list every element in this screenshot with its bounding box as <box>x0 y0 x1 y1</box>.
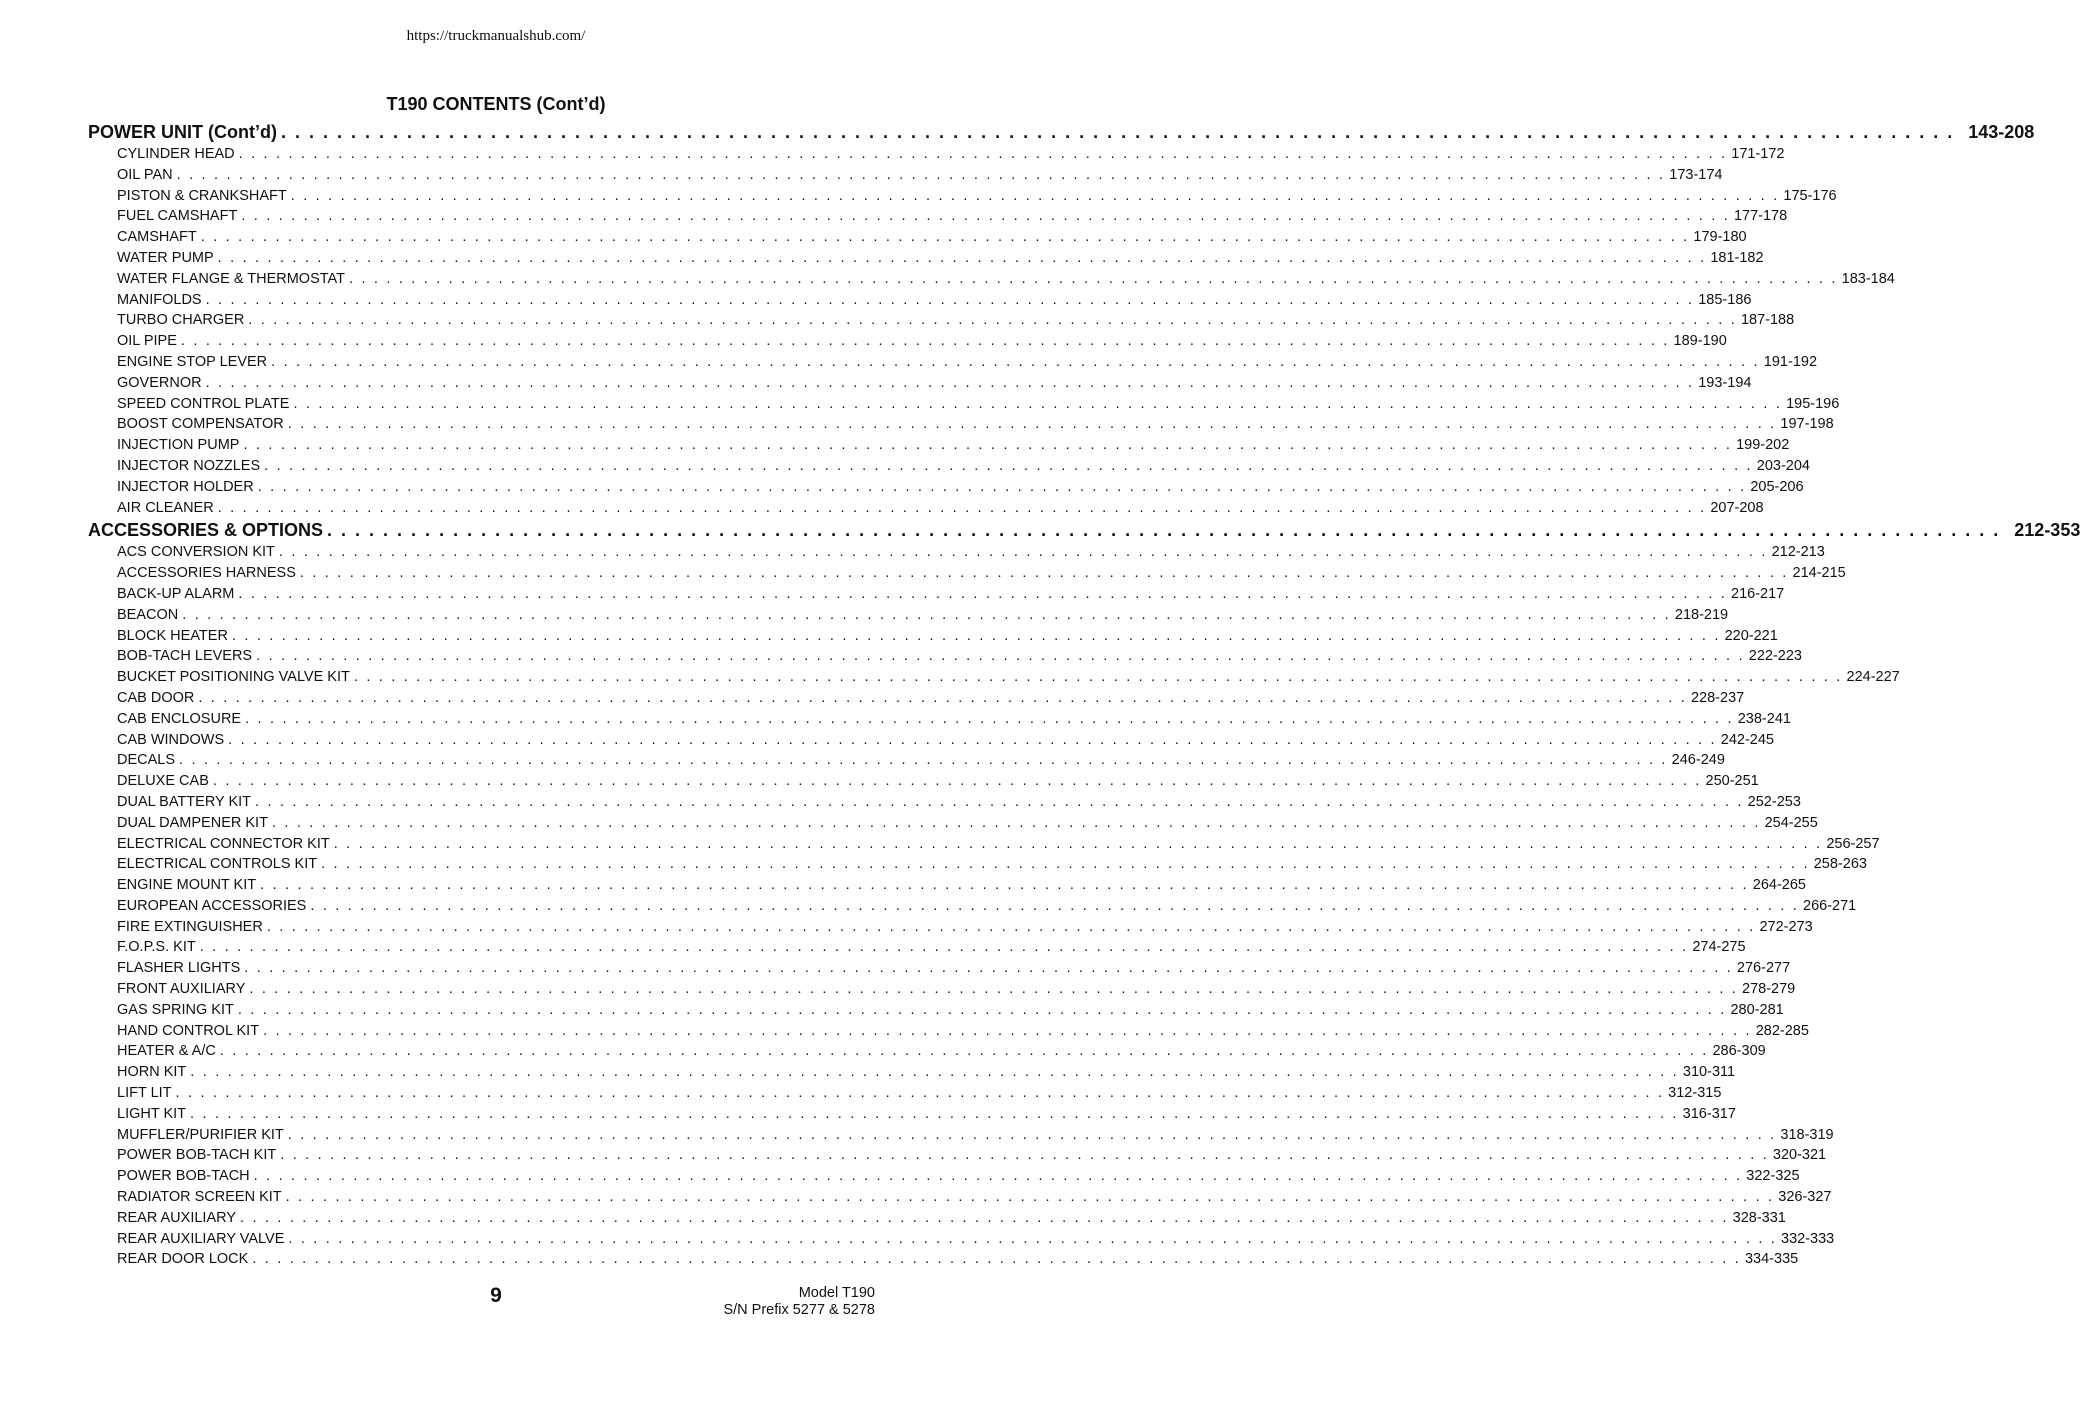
entry-pages: 266-271 <box>1803 897 1857 914</box>
toc-entry <box>88 918 1813 940</box>
entry-pages: 187-188 <box>1740 312 1795 329</box>
entry-label: RADIATOR SCREEN KIT <box>117 1189 282 1206</box>
toc-entry <box>88 835 1880 857</box>
toc-entry <box>88 229 1747 250</box>
entry-label: MUFFLER/PURIFIER KIT <box>117 1126 284 1143</box>
entry-pages: 179-180 <box>1693 229 1747 246</box>
toc-entry <box>88 291 1752 313</box>
toc-entry <box>88 416 1834 437</box>
entry-pages: 322-325 <box>1746 1168 1800 1185</box>
dot-leader: . . . . . . . . . . . . . . . . . . . . . . . . . . . . . . . . . . . . . . . . . . . . . . . . . . . . . . . . . . . . . . . . . . . . . . . . . . . . . . . . . . . . . . . . . . . . . . . . . . . . . . . . . . . . . . . . . . . . . . . . <box>271 353 1760 370</box>
entry-pages: 171-172 <box>1731 146 1785 162</box>
entry-pages: 224-227 <box>1846 669 1900 686</box>
entry-label: HAND CONTROL KIT <box>117 1022 260 1039</box>
entry-pages: 173-174 <box>1669 166 1723 183</box>
entry-pages: 212-213 <box>1771 544 1825 561</box>
toc-entry <box>88 1168 1800 1189</box>
dot-leader: . . . . . . . . . . . . . . . . . . . . . . . . . . . . . . . . . . . . . . . . . . . . . . . . . . . . . . . . . . . . . . . . . . . . . . . . . . . . . . . . . . . . . . . . . . . . . . . . . . . . . . . . . . . . . . . . . . . . . . . . <box>280 122 1955 142</box>
entry-pages: 286-309 <box>1712 1043 1766 1060</box>
dot-leader: . . . . . . . . . . . . . . . . . . . . . . . . . . . . . . . . . . . . . . . . . . . . . . . . . . . . . . . . . . . . . . . . . . . . . . . . . . . . . . . . . . . . . . . . . . . . . . . . . . . . . . . . . . . . . . . . . . . . . . . . <box>217 499 1707 516</box>
dot-leader: . . . . . . . . . . . . . . . . . . . . . . . . . . . . . . . . . . . . . . . . . . . . . . . . . . . . . . . . . . . . . . . . . . . . . . . . . . . . . . . . . . . . . . . . . . . . . . . . . . . . . . . . . . . . . . . . . . . . . . . . <box>310 897 1799 914</box>
toc-section-heading <box>88 122 2035 146</box>
entry-label: WATER PUMP <box>117 249 214 266</box>
entry-pages: 328-331 <box>1732 1209 1786 1226</box>
toc-entry <box>88 648 1802 669</box>
dot-leader: . . . . . . . . . . . . . . . . . . . . . . . . . . . . . . . . . . . . . . . . . . . . . . . . . . . . . . . . . . . . . . . . . . . . . . . . . . . . . . . . . . . . . . . . . . . . . . . . . . . . . . . . . . . . . . . . . . . . . . . . <box>180 333 1670 350</box>
dot-leader: . . . . . . . . . . . . . . . . . . . . . . . . . . . . . . . . . . . . . . . . . . . . . . . . . . . . . . . . . . . . . . . . . . . . . . . . . . . . . . . . . . . . . . . . . . . . . . . . . . . . . . . . . . . . . . . . . . . . . . . . <box>241 208 1730 225</box>
entry-label: CYLINDER HEAD <box>117 146 235 162</box>
dot-leader: . . . . . . . . . . . . . . . . . . . . . . . . . . . . . . . . . . . . . . . . . . . . . . . . . . . . . . . . . . . . . . . . . . . . . . . . . . . . . . . . . . . . . . . . . . . . . . . . . . . . . . . . . . . . . . . . . . . . . . . . <box>290 187 1780 204</box>
entry-label: REAR AUXILIARY VALVE <box>117 1230 285 1247</box>
dot-leader: . . . . . . . . . . . . . . . . . . . . . . . . . . . . . . . . . . . . . . . . . . . . . . . . . . . . . . . . . . . . . . . . . . . . . . . . . . . . . . . . . . . . . . . . . . . . . . . . . . . . . . . . . . . . . . . . . . . . . . . . <box>238 146 1728 162</box>
dot-leader: . . . . . . . . . . . . . . . . . . . . . . . . . . . . . . . . . . . . . . . . . . . . . . . . . . . . . . . . . . . . . . . . . . . . . . . . . . . . . . . . . . . . . . . . . . . . . . . . . . . . . . . . . . . . . . . . . . . . . . . . <box>333 835 1823 852</box>
entry-label: AIR CLEANER <box>117 499 214 516</box>
toc-entry <box>88 981 1796 1002</box>
dot-leader: . . . . . . . . . . . . . . . . . . . . . . . . . . . . . . . . . . . . . . . . . . . . . . . . . . . . . . . . . . . . . . . . . . . . . . . . . . . . . . . . . . . . . . . . . . . . . . . . . . . . . . . . . . . . . . . . . . . . . . . . <box>198 689 1687 706</box>
toc-entry <box>88 939 1746 960</box>
entry-label: ENGINE STOP LEVER <box>117 353 268 370</box>
dot-leader: . . . . . . . . . . . . . . . . . . . . . . . . . . . . . . . . . . . . . . . . . . . . . . . . . . . . . . . . . . . . . . . . . . . . . . . . . . . . . . . . . . . . . . . . . . . . . . . . . . . . . . . . . . . . . . . . . . . . . . . . <box>353 669 1843 686</box>
entry-pages: 197-198 <box>1780 416 1834 433</box>
toc-entry <box>88 793 1801 815</box>
toc-entry <box>88 689 1745 711</box>
toc-entry <box>88 814 1818 836</box>
toc-entry <box>88 1251 1799 1272</box>
entry-pages: 320-321 <box>1772 1147 1827 1164</box>
entry-label: CAB WINDOWS <box>117 731 225 748</box>
entry-label: DUAL DAMPENER KIT <box>117 814 268 831</box>
dot-leader: . . . . . . . . . . . . . . . . . . . . . . . . . . . . . . . . . . . . . . . . . . . . . . . . . . . . . . . . . . . . . . . . . . . . . . . . . . . . . . . . . . . . . . . . . . . . . . . . . . . . . . . . . . . . . . . . . . . . . . . . <box>217 249 1707 266</box>
entry-label: POWER BOB-TACH KIT <box>117 1147 277 1164</box>
dot-leader: . . . . . . . . . . . . . . . . . . . . . . . . . . . . . . . . . . . . . . . . . . . . . . . . . . . . . . . . . . . . . . . . . . . . . . . . . . . . . . . . . . . . . . . . . . . . . . . . . . . . . . . . . . . . . . . . . . . . . . . . <box>253 1168 1743 1185</box>
toc-entry <box>88 669 1900 690</box>
entry-label: LIGHT KIT <box>117 1105 187 1122</box>
entry-label: GOVERNOR <box>117 374 202 391</box>
entry-label: BOB-TACH LEVERS <box>117 648 253 665</box>
entry-label: F.O.P.S. KIT <box>117 939 196 956</box>
dot-leader: . . . . . . . . . . . . . . . . . . . . . . . . . . . . . . . . . . . . . . . . . . . . . . . . . . . . . . . . . . . . . . . . . . . . . . . . . . . . . . . . . . . . . . . . . . . . . . . . . . . . . . . . . . . . . . . . . . . . . . . . <box>231 627 1721 644</box>
entry-label: REAR AUXILIARY <box>117 1209 237 1226</box>
entry-label: POWER BOB-TACH <box>117 1168 250 1185</box>
toc-entry <box>88 856 1867 877</box>
dot-leader: . . . . . . . . . . . . . . . . . . . . . . . . . . . . . . . . . . . . . . . . . . . . . . . . . . . . . . . . . . . . . . . . . . . . . . . . . . . . . . . . . . . . . . . . . . . . . . . . . . . . . . . . . . . . . . . . . . . . . . . . <box>287 1126 1777 1143</box>
toc-entry <box>88 333 1727 354</box>
entry-label: DUAL BATTERY KIT <box>117 793 252 810</box>
dot-leader: . . . . . . . . . . . . . . . . . . . . . . . . . . . . . . . . . . . . . . . . . . . . . . . . . . . . . . . . . . . . . . . . . . . . . . . . . . . . . . . . . . . . . . . . . . . . . . . . . . . . . . . . . . . . . . . . . . . . . . . . <box>293 395 1783 412</box>
dot-leader: . . . . . . . . . . . . . . . . . . . . . . . . . . . . . . . . . . . . . . . . . . . . . . . . . . . . . . . . . . . . . . . . . . . . . . . . . . . . . . . . . . . . . . . . . . . . . . . . . . . . . . . . . . . . . . . . . . . . . . . . <box>205 374 1695 391</box>
dot-leader: . . . . . . . . . . . . . . . . . . . . . . . . . . . . . . . . . . . . . . . . . . . . . . . . . . . . . . . . . . . . . . . . . . . . . . . . . . . . . . . . . . . . . . . . . . . . . . . . . . . . . . . . . . . . . . . . . . . . . . . . <box>190 1064 1679 1081</box>
entry-label: ACS CONVERSION KIT <box>117 544 275 561</box>
entry-label: CAB DOOR <box>117 689 195 706</box>
toc-entry <box>88 1085 1722 1106</box>
toc-entry <box>88 897 1857 919</box>
entry-label: INJECTOR NOZZLES <box>117 457 261 474</box>
entry-label: INJECTION PUMP <box>117 437 240 454</box>
dot-leader: . . . . . . . . . . . . . . . . . . . . . . . . . . . . . . . . . . . . . . . . . . . . . . . . . . . . . . . . . . . . . . . . . . . . . . . . . . . . . . . . . . . . . . . . . . . . . . . . . . . . . . . . . . . . . . . . . . . . . . . . <box>237 1001 1727 1018</box>
toc-entry <box>88 1209 1786 1231</box>
entry-pages: 199-202 <box>1736 437 1790 454</box>
toc-entry <box>88 1126 1834 1148</box>
toc-entry <box>88 1147 1827 1168</box>
dot-leader: . . . . . . . . . . . . . . . . . . . . . . . . . . . . . . . . . . . . . . . . . . . . . . . . . . . . . . . . . . . . . . . . . . . . . . . . . . . . . . . . . . . . . . . . . . . . . . . . . . . . . . . . . . . . . . . . . . . . . . . . <box>288 1230 1778 1247</box>
entry-pages: 242-245 <box>1720 731 1774 748</box>
dot-leader: . . . . . . . . . . . . . . . . . . . . . . . . . . . . . . . . . . . . . . . . . . . . . . . . . . . . . . . . . . . . . . . . . . . . . . . . . . . . . . . . . . . . . . . . . . . . . . . . . . . . . . . . . . . . . . . . . . . . . . . . <box>321 856 1810 873</box>
toc-entry <box>88 499 1764 521</box>
entry-pages: 334-335 <box>1744 1251 1799 1268</box>
entry-label: ELECTRICAL CONTROLS KIT <box>117 856 318 873</box>
toc-entry <box>88 457 1810 479</box>
entry-pages: 222-223 <box>1748 648 1802 665</box>
entry-pages: 278-279 <box>1742 981 1796 998</box>
dot-leader: . . . . . . . . . . . . . . . . . . . . . . . . . . . . . . . . . . . . . . . . . . . . . . . . . . . . . . . . . . . . . . . . . . . . . . . . . . . . . . . . . . . . . . . . . . . . . . . . . . . . . . . . . . . . . . . . . . . . . . . . <box>205 291 1695 308</box>
dot-leader: . . . . . . . . . . . . . . . . . . . . . . . . . . . . . . . . . . . . . . . . . . . . . . . . . . . . . . . . . . . . . . . . . . . . . . . . . . . . . . . . . . . . . . . . . . . . . . . . . . . . . . . . . . . . . . . . . . . . . . . . <box>266 918 1756 935</box>
entry-pages: 205-206 <box>1750 478 1804 495</box>
toc-entry <box>88 187 1837 209</box>
model-info <box>723 1285 875 1319</box>
entry-label: EUROPEAN ACCESSORIES <box>117 897 307 914</box>
entry-label: FRONT AUXILIARY <box>117 981 246 998</box>
entry-label: MANIFOLDS <box>117 291 202 308</box>
toc-entry <box>88 1064 1736 1085</box>
toc-entry <box>88 249 1764 271</box>
entry-label: OIL PAN <box>117 166 173 183</box>
entry-pages: 280-281 <box>1730 1001 1784 1018</box>
entry-label: WATER FLANGE & THERMOSTAT <box>117 270 345 287</box>
dot-leader: . . . . . . . . . . . . . . . . . . . . . . . . . . . . . . . . . . . . . . . . . . . . . . . . . . . . . . . . . . . . . . . . . . . . . . . . . . . . . . . . . . . . . . . . . . . . . . . . . . . . . . . . . . . . . . . . . . . . . . . . <box>248 312 1737 329</box>
entry-pages: 193-194 <box>1698 374 1752 391</box>
entry-pages: 326-327 <box>1778 1189 1832 1206</box>
dot-leader: . . . . . . . . . . . . . . . . . . . . . . . . . . . . . . . . . . . . . . . . . . . . . . . . . . . . . . . . . . . . . . . . . . . . . . . . . . . . . . . . . . . . . . . . . . . . . . . . . . . . . . . . . . . . . . . . . . . . . . . . <box>219 1043 1709 1060</box>
dot-leader: . . . . . . . . . . . . . . . . . . . . . . . . . . . . . . . . . . . . . . . . . . . . . . . . . . . . . . . . . . . . . . . . . . . . . . . . . . . . . . . . . . . . . . . . . . . . . . . . . . . . . . . . . . . . . . . . . . . . . . . . <box>212 773 1702 790</box>
dot-leader: . . . . . . . . . . . . . . . . . . . . . . . . . . . . . . . . . . . . . . . . . . . . . . . . . . . . . . . . . . . . . . . . . . . . . . . . . . . . . . . . . . . . . . . . . . . . . . . . . . . . . . . . . . . . . . . . . . . . . . . . <box>256 648 1745 665</box>
dot-leader: . . . . . . . . . . . . . . . . . . . . . . . . . . . . . . . . . . . . . . . . . . . . . . . . . . . . . . . . . . . . . . . . . . . . . . . . . . . . . . . . . . . . . . . . . . . . . . . . . . . . . . . . . . . . . . . . . . . . . . . . <box>278 544 1768 561</box>
entry-pages: 332-333 <box>1781 1230 1835 1247</box>
dot-leader: . . . . . . . . . . . . . . . . . . . . . . . . . . . . . . . . . . . . . . . . . . . . . . . . . . . . . . . . . . . . . . . . . . . . . . . . . . . . . . . . . . . . . . . . . . . . . . . . . . . . . . . . . . . . . . . . . . . . . . . . <box>264 457 1753 474</box>
entry-label: BLOCK HEATER <box>117 627 228 644</box>
entry-label: CAB ENCLOSURE <box>117 710 242 727</box>
toc-entry <box>88 166 1723 188</box>
entry-label: FIRE EXTINGUISHER <box>117 918 263 935</box>
toc-entry <box>88 773 1759 794</box>
entry-label: FLASHER LIGHTS <box>117 960 241 977</box>
entry-pages: 216-217 <box>1731 585 1785 602</box>
model-name: Model T190 <box>798 1285 875 1301</box>
entry-pages: 189-190 <box>1673 333 1727 350</box>
entry-label: BOOST COMPENSATOR <box>117 416 284 433</box>
toc-entry <box>88 270 1895 292</box>
toc-entry <box>88 960 1791 981</box>
page-title: T190 CONTENTS (Cont’d) <box>386 94 606 114</box>
toc-entry <box>88 1001 1784 1023</box>
entry-label: GAS SPRING KIT <box>117 1001 234 1018</box>
source-url: https://truckmanualshub.com/ <box>406 28 586 44</box>
entry-pages: 183-184 <box>1841 270 1895 287</box>
entry-label: INJECTOR HOLDER <box>117 478 254 495</box>
dot-leader: . . . . . . . . . . . . . . . . . . . . . . . . . . . . . . . . . . . . . . . . . . . . . . . . . . . . . . . . . . . . . . . . . . . . . . . . . . . . . . . . . . . . . . . . . . . . . . . . . . . . . . . . . . . . . . . . . . . . . . . . <box>349 270 1838 287</box>
dot-leader: . . . . . . . . . . . . . . . . . . . . . . . . . . . . . . . . . . . . . . . . . . . . . . . . . . . . . . . . . . . . . . . . . . . . . . . . . . . . . . . . . . . . . . . . . . . . . . . . . . . . . . . . . . . . . . . . . . . . . . . . <box>200 229 1690 246</box>
toc-entry <box>88 544 1825 565</box>
dot-leader: . . . . . . . . . . . . . . . . . . . . . . . . . . . . . . . . . . . . . . . . . . . . . . . . . . . . . . . . . . . . . . . . . . . . . . . . . . . . . . . . . . . . . . . . . . . . . . . . . . . . . . . . . . . . . . . . . . . . . . . . <box>182 606 1671 623</box>
dot-leader: . . . . . . . . . . . . . . . . . . . . . . . . . . . . . . . . . . . . . . . . . . . . . . . . . . . . . . . . . . . . . . . . . . . . . . . . . . . . . . . . . . . . . . . . . . . . . . . . . . . . . . . . . . . . . . . . . . . . . . . . <box>299 565 1789 582</box>
entry-pages: 181-182 <box>1710 249 1764 266</box>
page-number: 9 <box>490 1284 502 1307</box>
section-title: ACCESSORIES & OPTIONS <box>88 520 324 541</box>
dot-leader: . . . . . . . . . . . . . . . . . . . . . . . . . . . . . . . . . . . . . . . . . . . . . . . . . . . . . . . . . . . . . . . . . . . . . . . . . . . . . . . . . . . . . . . . . . . . . . . . . . . . . . . . . . . . . . . . . . . . . . . . <box>257 478 1747 495</box>
dot-leader: . . . . . . . . . . . . . . . . . . . . . . . . . . . . . . . . . . . . . . . . . . . . . . . . . . . . . . . . . . . . . . . . . . . . . . . . . . . . . . . . . . . . . . . . . . . . . . . . . . . . . . . . . . . . . . . . . . . . . . . . <box>249 981 1739 998</box>
toc-entry <box>88 1022 1809 1044</box>
entry-label: BEACON <box>117 606 179 623</box>
entry-label: HEATER & A/C <box>117 1043 216 1060</box>
section-title: POWER UNIT (Cont’d) <box>88 122 277 142</box>
entry-pages: 250-251 <box>1705 773 1759 790</box>
entry-pages: 256-257 <box>1826 835 1880 852</box>
entry-label: TURBO CHARGER <box>117 312 245 329</box>
entry-pages: 272-273 <box>1759 918 1813 935</box>
entry-pages: 274-275 <box>1692 939 1746 956</box>
dot-leader: . . . . . . . . . . . . . . . . . . . . . . . . . . . . . . . . . . . . . . . . . . . . . . . . . . . . . . . . . . . . . . . . . . . . . . . . . . . . . . . . . . . . . . . . . . . . . . . . . . . . . . . . . . . . . . . . . . . . . . . . <box>244 960 1733 977</box>
table-of-contents <box>88 122 2080 1272</box>
toc-entry <box>88 627 1778 649</box>
entry-pages: 203-204 <box>1756 457 1810 474</box>
toc-entry <box>88 731 1774 753</box>
toc-entry <box>88 146 1785 167</box>
dot-leader: . . . . . . . . . . . . . . . . . . . . . . . . . . . . . . . . . . . . . . . . . . . . . . . . . . . . . . . . . . . . . . . . . . . . . . . . . . . . . . . . . . . . . . . . . . . . . . . . . . . . . . . . . . . . . . . . . . . . . . . . <box>240 1209 1729 1226</box>
toc-entry <box>88 1230 1835 1252</box>
entry-pages: 191-192 <box>1763 353 1818 370</box>
dot-leader: . . . . . . . . . . . . . . . . . . . . . . . . . . . . . . . . . . . . . . . . . . . . . . . . . . . . . . . . . . . . . . . . . . . . . . . . . . . . . . . . . . . . . . . . . . . . . . . . . . . . . . . . . . . . . . . . . . . . . . . . <box>263 1022 1752 1039</box>
entry-pages: 318-319 <box>1780 1126 1834 1143</box>
toc-entry <box>88 1043 1766 1064</box>
serial-prefix: S/N Prefix 5277 & 5278 <box>723 1302 875 1318</box>
dot-leader: . . . . . . . . . . . . . . . . . . . . . . . . . . . . . . . . . . . . . . . . . . . . . . . . . . . . . . . . . . . . . . . . . . . . . . . . . . . . . . . . . . . . . . . . . . . . . . . . . . . . . . . . . . . . . . . . . . . . . . . . <box>252 1251 1741 1268</box>
entry-label: BUCKET POSITIONING VALVE KIT <box>117 669 350 686</box>
entry-pages: 316-317 <box>1682 1105 1736 1122</box>
toc-entry <box>88 877 1806 898</box>
entry-pages: 276-277 <box>1736 960 1791 977</box>
dot-leader: . . . . . . . . . . . . . . . . . . . . . . . . . . . . . . . . . . . . . . . . . . . . . . . . . . . . . . . . . . . . . . . . . . . . . . . . . . . . . . . . . . . . . . . . . . . . . . . . . . . . . . . . . . . . . . . . . . . . . . . . <box>260 877 1749 894</box>
toc-entry <box>88 437 1790 458</box>
entry-label: HORN KIT <box>117 1064 187 1081</box>
dot-leader: . . . . . . . . . . . . . . . . . . . . . . . . . . . . . . . . . . . . . . . . . . . . . . . . . . . . . . . . . . . . . . . . . . . . . . . . . . . . . . . . . . . . . . . . . . . . . . . . . . . . . . . . . . . . . . . . . . . . . . . . <box>280 1147 1769 1164</box>
toc-entry <box>88 208 1788 229</box>
section-pages: 212-353 <box>2014 520 2080 541</box>
entry-pages: 264-265 <box>1752 877 1806 894</box>
dot-leader: . . . . . . . . . . . . . . . . . . . . . . . . . . . . . . . . . . . . . . . . . . . . . . . . . . . . . . . . . . . . . . . . . . . . . . . . . . . . . . . . . . . . . . . . . . . . . . . . . . . . . . . . . . . . . . . . . . . . . . . . <box>190 1105 1679 1122</box>
entry-pages: 228-237 <box>1690 689 1745 706</box>
entry-label: SPEED CONTROL PLATE <box>117 395 290 412</box>
entry-pages: 218-219 <box>1674 606 1729 623</box>
toc-entry <box>88 606 1729 628</box>
dot-leader: . . . . . . . . . . . . . . . . . . . . . . . . . . . . . . . . . . . . . . . . . . . . . . . . . . . . . . . . . . . . . . . . . . . . . . . . . . . . . . . . . . . . . . . . . . . . . . . . . . . . . . . . . . . . . . . . . . . . . . . . <box>238 585 1728 602</box>
entry-label: CAMSHAFT <box>117 229 197 246</box>
entry-pages: 185-186 <box>1698 291 1752 308</box>
dot-leader: . . . . . . . . . . . . . . . . . . . . . . . . . . . . . . . . . . . . . . . . . . . . . . . . . . . . . . . . . . . . . . . . . . . . . . . . . . . . . . . . . . . . . . . . . . . . . . . . . . . . . . . . . . . . . . . . . . . . . . . . <box>285 1189 1775 1206</box>
entry-pages: 310-311 <box>1682 1064 1736 1081</box>
dot-leader: . . . . . . . . . . . . . . . . . . . . . . . . . . . . . . . . . . . . . . . . . . . . . . . . . . . . . . . . . . . . . . . . . . . . . . . . . . . . . . . . . . . . . . . . . . . . . . . . . . . . . . . . . . . . . . . . . . . . . . . . <box>199 939 1689 956</box>
dot-leader: . . . . . . . . . . . . . . . . . . . . . . . . . . . . . . . . . . . . . . . . . . . . . . . . . . . . . . . . . . . . . . . . . . . . . . . . . . . . . . . . . . . . . . . . . . . . . . . . . . . . . . . . . . . . . . . . . . . . . . . . <box>271 814 1761 831</box>
entry-pages: 252-253 <box>1747 793 1801 810</box>
dot-leader: . . . . . . . . . . . . . . . . . . . . . . . . . . . . . . . . . . . . . . . . . . . . . . . . . . . . . . . . . . . . . . . . . . . . . . . . . . . . . . . . . . . . . . . . . . . . . . . . . . . . . . . . . . . . . . . . . . . . . . . . <box>287 416 1777 433</box>
entry-pages: 177-178 <box>1733 208 1788 225</box>
toc-entry <box>88 312 1795 333</box>
dot-leader: . . . . . . . . . . . . . . . . . . . . . . . . . . . . . . . . . . . . . . . . . . . . . . . . . . . . . . . . . . . . . . . . . . . . . . . . . . . . . . . . . . . . . . . . . . . . . . . . . . . . . . . . . . . . . . . . . . . . . . . . <box>245 710 1734 727</box>
entry-pages: 312-315 <box>1668 1085 1722 1102</box>
toc-entry <box>88 478 1804 500</box>
entry-label: FUEL CAMSHAFT <box>117 208 238 225</box>
entry-label: DECALS <box>117 752 176 769</box>
entry-pages: 282-285 <box>1755 1022 1809 1039</box>
toc-entry <box>88 710 1791 732</box>
entry-label: ACCESSORIES HARNESS <box>117 565 296 582</box>
section-pages: 143-208 <box>1968 122 2035 142</box>
entry-pages: 220-221 <box>1724 627 1778 644</box>
entry-label: LIFT LIT <box>117 1085 172 1102</box>
entry-label: OIL PIPE <box>117 333 177 350</box>
entry-pages: 195-196 <box>1786 395 1840 412</box>
toc-entry <box>88 395 1840 417</box>
entry-pages: 238-241 <box>1737 710 1791 727</box>
toc-entry <box>88 752 1725 773</box>
dot-leader: . . . . . . . . . . . . . . . . . . . . . . . . . . . . . . . . . . . . . . . . . . . . . . . . . . . . . . . . . . . . . . . . . . . . . . . . . . . . . . . . . . . . . . . . . . . . . . . . . . . . . . . . . . . . . . . . . . . . . . . . <box>228 731 1717 748</box>
toc-entry <box>88 374 1752 396</box>
dot-leader: . . . . . . . . . . . . . . . . . . . . . . . . . . . . . . . . . . . . . . . . . . . . . . . . . . . . . . . . . . . . . . . . . . . . . . . . . . . . . . . . . . . . . . . . . . . . . . . . . . . . . . . . . . . . . . . . . . . . . . . . <box>175 1085 1665 1102</box>
toc-entry <box>88 1189 1832 1210</box>
toc-entry <box>88 585 1785 607</box>
entry-pages: 175-176 <box>1783 187 1837 204</box>
toc-entry <box>88 1105 1736 1127</box>
entry-label: REAR DOOR LOCK <box>117 1251 249 1268</box>
entry-label: PISTON & CRANKSHAFT <box>117 187 287 204</box>
toc-section-heading <box>88 520 2080 544</box>
dot-leader: . . . . . . . . . . . . . . . . . . . . . . . . . . . . . . . . . . . . . . . . . . . . . . . . . . . . . . . . . . . . . . . . . . . . . . . . . . . . . . . . . . . . . . . . . . . . . . . . . . . . . . . . . . . . . . . . . . . . . . . . <box>327 520 2001 541</box>
dot-leader: . . . . . . . . . . . . . . . . . . . . . . . . . . . . . . . . . . . . . . . . . . . . . . . . . . . . . . . . . . . . . . . . . . . . . . . . . . . . . . . . . . . . . . . . . . . . . . . . . . . . . . . . . . . . . . . . . . . . . . . . <box>179 752 1668 769</box>
entry-pages: 207-208 <box>1710 499 1764 516</box>
entry-pages: 254-255 <box>1764 814 1818 831</box>
toc-entry <box>88 353 1818 375</box>
toc-entry <box>88 565 1846 586</box>
entry-pages: 246-249 <box>1671 752 1725 769</box>
entry-pages: 258-263 <box>1813 856 1867 873</box>
dot-leader: . . . . . . . . . . . . . . . . . . . . . . . . . . . . . . . . . . . . . . . . . . . . . . . . . . . . . . . . . . . . . . . . . . . . . . . . . . . . . . . . . . . . . . . . . . . . . . . . . . . . . . . . . . . . . . . . . . . . . . . . <box>176 166 1666 183</box>
entry-label: BACK-UP ALARM <box>117 585 235 602</box>
entry-label: ELECTRICAL CONNECTOR KIT <box>117 835 330 852</box>
entry-pages: 214-215 <box>1792 565 1846 582</box>
entry-label: DELUXE CAB <box>117 773 209 790</box>
dot-leader: . . . . . . . . . . . . . . . . . . . . . . . . . . . . . . . . . . . . . . . . . . . . . . . . . . . . . . . . . . . . . . . . . . . . . . . . . . . . . . . . . . . . . . . . . . . . . . . . . . . . . . . . . . . . . . . . . . . . . . . . <box>243 437 1733 454</box>
entry-label: ENGINE MOUNT KIT <box>117 877 257 894</box>
dot-leader: . . . . . . . . . . . . . . . . . . . . . . . . . . . . . . . . . . . . . . . . . . . . . . . . . . . . . . . . . . . . . . . . . . . . . . . . . . . . . . . . . . . . . . . . . . . . . . . . . . . . . . . . . . . . . . . . . . . . . . . . <box>255 793 1744 810</box>
